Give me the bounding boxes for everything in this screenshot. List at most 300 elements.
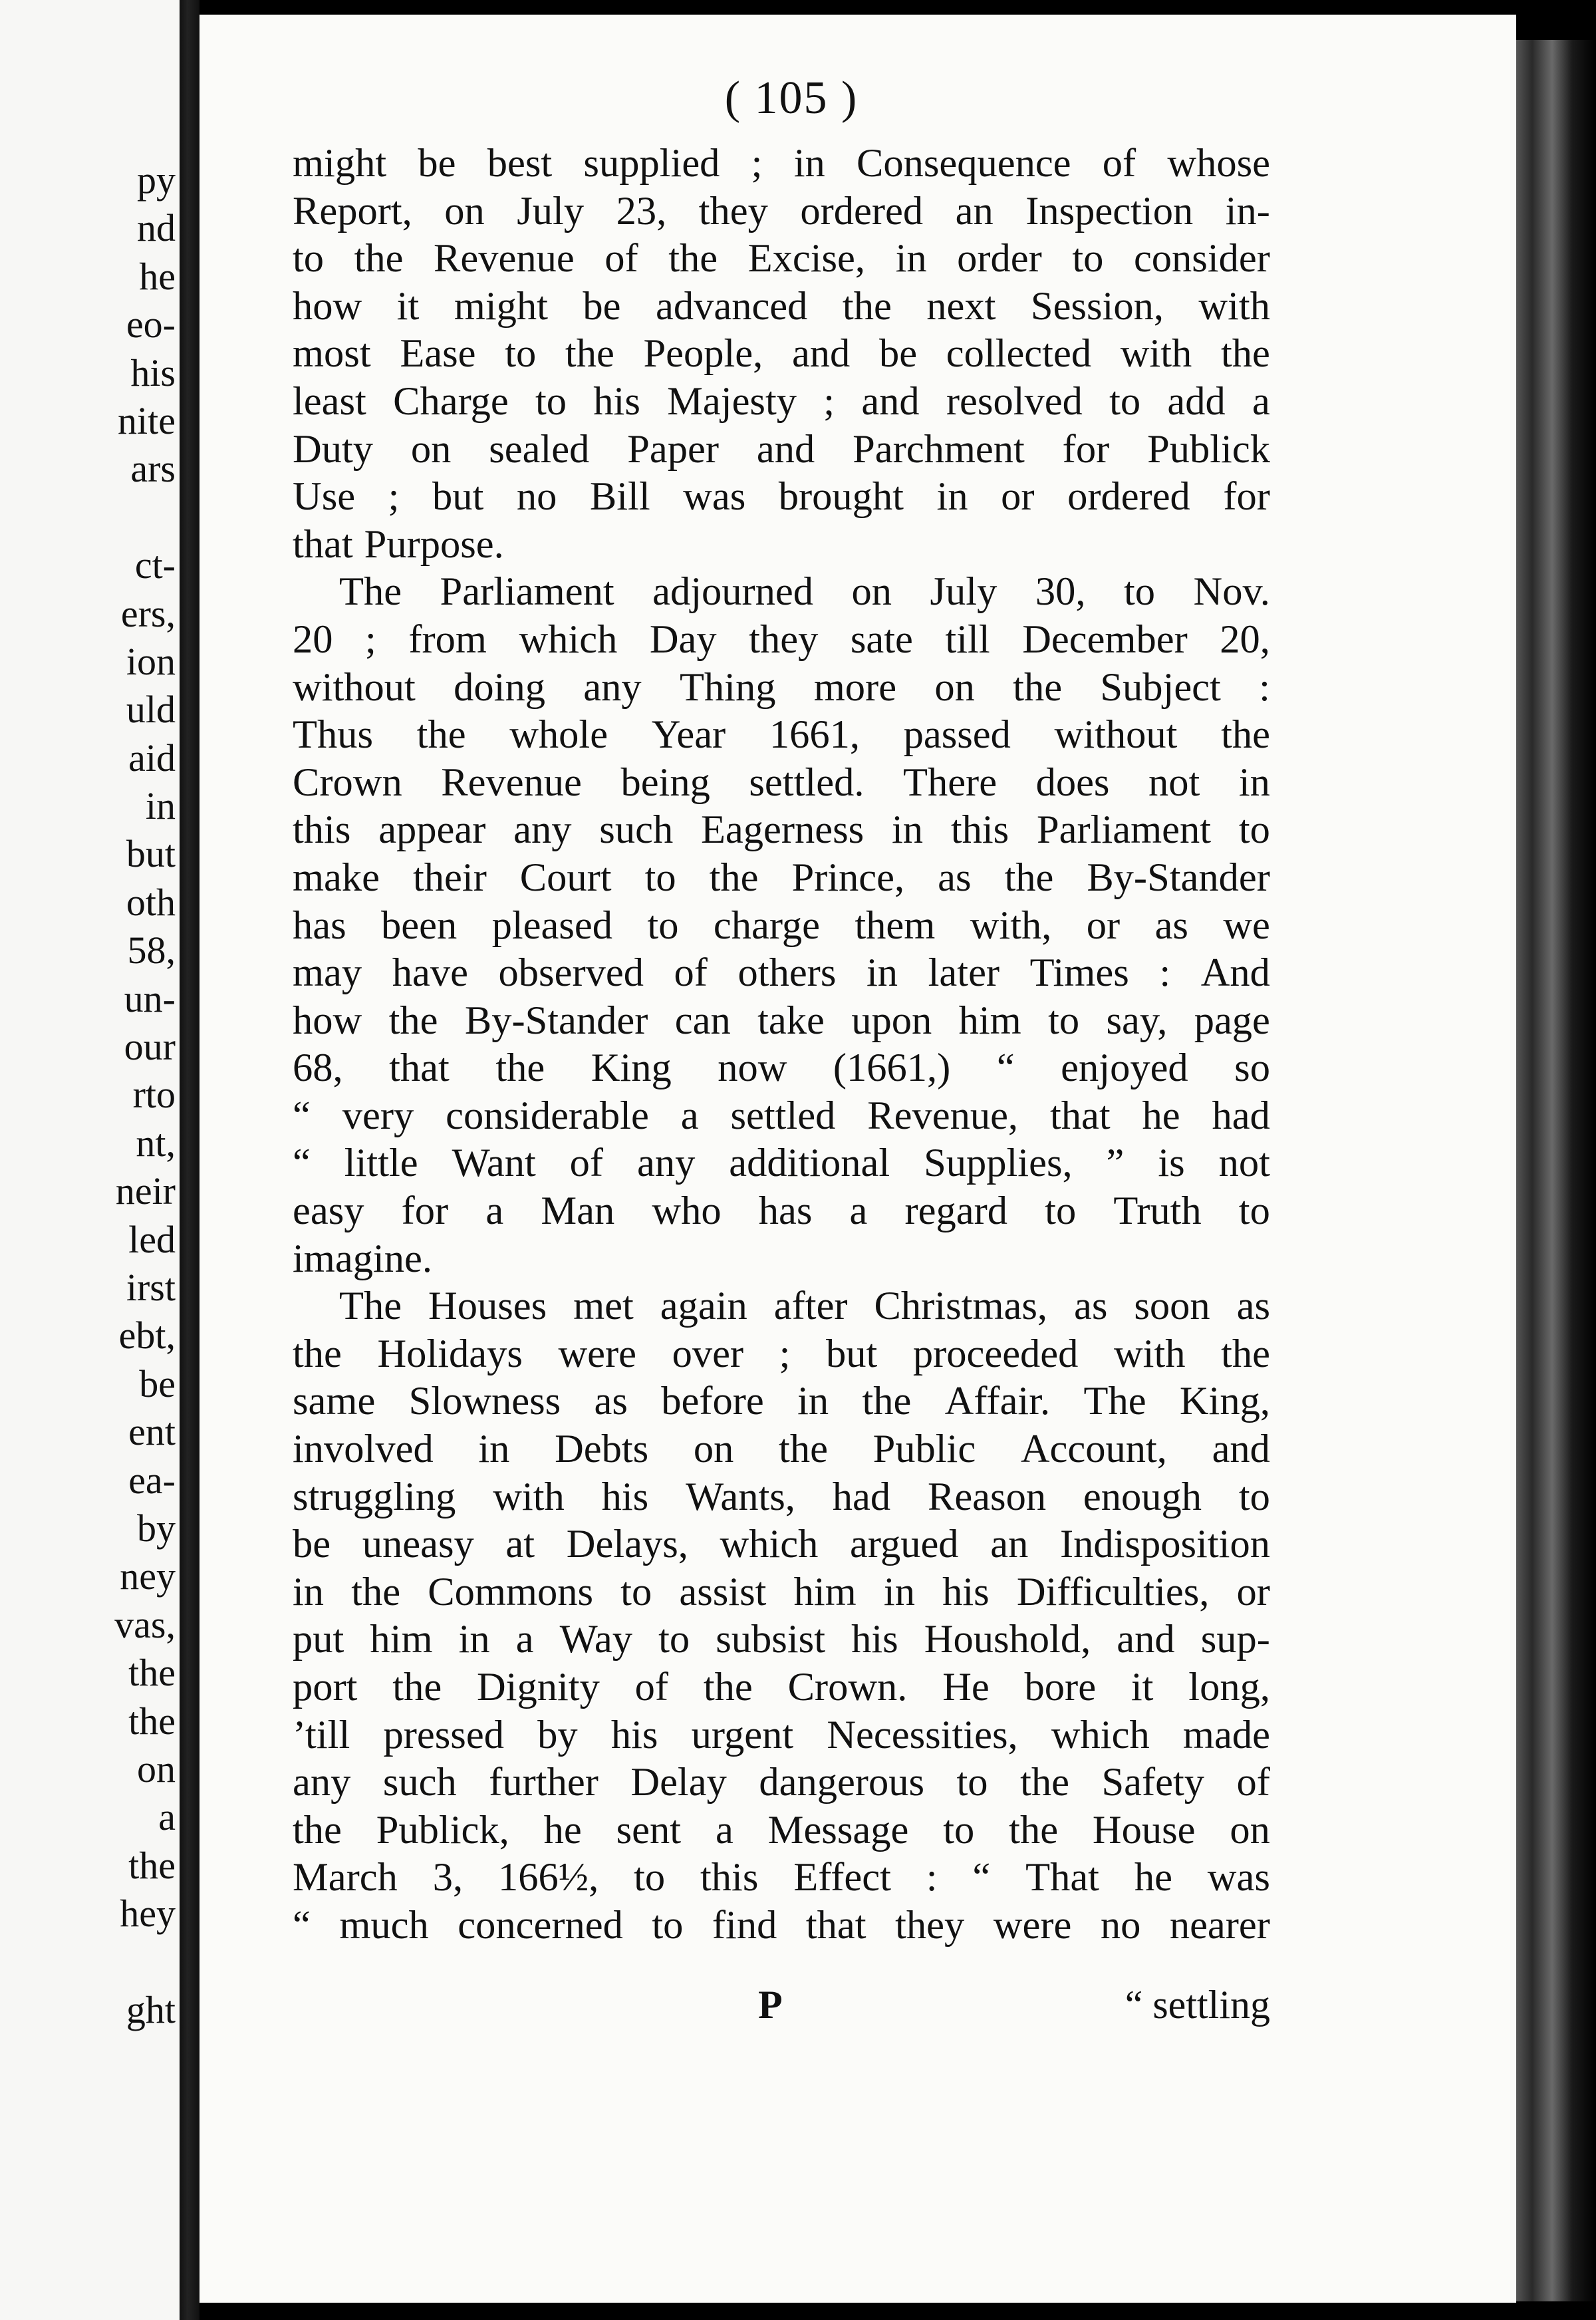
word: ” xyxy=(1106,1141,1125,1186)
word: Session, xyxy=(1030,283,1164,329)
word: 23, xyxy=(616,188,667,233)
word: Day xyxy=(649,617,717,662)
text-line xyxy=(293,1044,1270,1092)
word: this xyxy=(700,1855,759,1900)
word: they xyxy=(698,188,768,233)
word: settled xyxy=(730,1093,836,1138)
left-fragment-line: nt, xyxy=(136,1121,176,1165)
word: of xyxy=(569,1141,604,1186)
text-line-content xyxy=(293,1759,1270,1807)
word: with, xyxy=(970,903,1052,948)
word: had xyxy=(832,1474,891,1519)
word: to xyxy=(658,1617,690,1662)
word: port xyxy=(293,1665,358,1709)
word: them xyxy=(855,903,936,948)
word: supplied xyxy=(583,141,720,186)
word: him xyxy=(958,998,1021,1043)
word: enjoyed xyxy=(1061,1046,1188,1091)
word: to xyxy=(956,1760,988,1805)
word: this xyxy=(950,807,1009,853)
word: “ xyxy=(293,1141,311,1186)
word: resolved xyxy=(946,378,1083,424)
word: King, xyxy=(1179,1379,1270,1424)
word: Thing xyxy=(679,664,776,710)
text-line xyxy=(293,1711,1270,1759)
word: advanced xyxy=(656,283,808,329)
left-fragment-line: ers, xyxy=(120,591,176,635)
word: By-Stander xyxy=(1087,855,1270,900)
word: without xyxy=(293,664,416,710)
text-line-content xyxy=(293,997,1270,1045)
text-line-content xyxy=(293,188,1270,235)
word: to xyxy=(535,378,567,424)
word: involved xyxy=(293,1427,434,1472)
word: Holidays xyxy=(377,1331,523,1376)
word: enough xyxy=(1083,1474,1202,1519)
word: any xyxy=(293,1760,351,1805)
text-line xyxy=(293,854,1270,902)
word: July xyxy=(517,188,585,233)
word: Charge xyxy=(393,378,509,424)
left-fragment-line: the xyxy=(128,1699,176,1743)
word: on xyxy=(851,569,892,615)
word: House xyxy=(1092,1807,1196,1852)
text-line xyxy=(293,1616,1270,1664)
word: to xyxy=(647,903,679,948)
word: adjourned xyxy=(652,569,814,615)
word: has xyxy=(758,1189,813,1234)
word: 20 xyxy=(293,617,333,662)
word: been xyxy=(381,903,458,948)
word: the xyxy=(862,1379,912,1424)
word: in xyxy=(478,1427,510,1472)
word: to xyxy=(1123,569,1156,615)
word: on xyxy=(934,664,975,710)
text-line-content xyxy=(293,330,1270,378)
book-gutter xyxy=(180,0,200,2320)
word: The xyxy=(339,1284,402,1329)
word: a xyxy=(1252,378,1270,424)
left-fragment-line: our xyxy=(124,1025,176,1069)
word: Consequence xyxy=(856,141,1071,186)
text-line xyxy=(293,806,1270,854)
word: the xyxy=(388,998,438,1043)
word: but xyxy=(825,1331,878,1376)
word: in xyxy=(891,807,924,853)
word: order xyxy=(957,236,1042,281)
word: People, xyxy=(643,331,763,376)
word: the xyxy=(668,236,718,281)
word: that xyxy=(805,1902,866,1948)
word: 166½, xyxy=(497,1855,599,1900)
left-fragment-line: irst xyxy=(126,1265,176,1309)
text-line xyxy=(293,1378,1270,1425)
word: Paper xyxy=(627,426,719,472)
word: being xyxy=(620,760,710,805)
word: of xyxy=(674,950,708,996)
word: by xyxy=(537,1712,578,1757)
word: might xyxy=(293,141,387,186)
text-line-content xyxy=(293,1568,1270,1616)
word: the xyxy=(842,283,892,329)
catchword: “ settling xyxy=(1125,1983,1270,2027)
text-line xyxy=(293,1664,1270,1711)
word: any xyxy=(513,807,572,853)
word: to xyxy=(1238,807,1270,853)
word: regard xyxy=(904,1189,1008,1234)
text-line-content xyxy=(293,1092,1270,1140)
word: no xyxy=(1100,1902,1141,1948)
text-line xyxy=(293,521,1270,569)
word: such xyxy=(382,1760,457,1805)
word: make xyxy=(293,855,380,900)
word: Crown xyxy=(293,760,402,805)
word: was xyxy=(683,474,746,519)
word: so xyxy=(1234,1046,1270,1091)
word: who xyxy=(652,1189,722,1234)
word: him xyxy=(370,1617,433,1662)
left-fragment-line: ney xyxy=(120,1554,176,1598)
left-fragment-line: ent xyxy=(128,1410,176,1454)
word: the xyxy=(495,1046,545,1091)
word: on xyxy=(444,188,485,233)
text-line xyxy=(293,1759,1270,1807)
word: of xyxy=(604,236,638,281)
text-line-content xyxy=(293,1807,1270,1854)
word: ; xyxy=(779,1331,791,1376)
word: he xyxy=(1134,1855,1172,1900)
word: King xyxy=(591,1046,672,1091)
text-line-content xyxy=(293,378,1270,426)
left-fragment-line: hey xyxy=(120,1892,176,1936)
word: Revenue xyxy=(434,236,575,281)
word: the xyxy=(1009,1807,1059,1852)
word: say, xyxy=(1106,998,1168,1043)
word: or xyxy=(1086,903,1121,948)
left-fragment-line: vas, xyxy=(114,1602,176,1646)
text-line-content xyxy=(293,426,1270,474)
word: to xyxy=(1109,378,1141,424)
word: Parchment xyxy=(853,426,1025,472)
word: be xyxy=(418,141,456,186)
word: Effect xyxy=(793,1855,891,1900)
left-fragment-line: ght xyxy=(126,1987,176,2031)
word: in xyxy=(883,1569,915,1614)
word: add xyxy=(1167,378,1226,424)
word: Excise, xyxy=(747,236,866,281)
left-fragment-line: rto xyxy=(132,1073,176,1117)
word: Duty xyxy=(293,426,373,472)
word: as xyxy=(1073,1284,1108,1329)
word: the xyxy=(779,1427,828,1472)
word: best xyxy=(487,141,553,186)
word: Reason xyxy=(927,1474,1047,1519)
word: 68, xyxy=(293,1046,343,1091)
word: in xyxy=(1238,760,1270,805)
word: to xyxy=(1048,998,1080,1043)
word: The xyxy=(339,569,402,615)
word: imagine. xyxy=(293,1236,433,1281)
word: uneasy xyxy=(362,1522,474,1567)
word: to xyxy=(652,1902,684,1948)
left-fragment-line: led xyxy=(128,1217,176,1261)
word: in- xyxy=(1225,188,1270,233)
text-line xyxy=(293,1568,1270,1616)
word: pleased xyxy=(491,903,613,948)
word: “ xyxy=(996,1046,1015,1091)
word: a xyxy=(715,1807,733,1852)
word: Times xyxy=(1029,950,1129,996)
body-text xyxy=(293,140,1270,1950)
word: the xyxy=(392,1665,442,1709)
word: : xyxy=(926,1855,938,1900)
left-fragment-line: aid xyxy=(128,736,176,780)
word: whole xyxy=(509,712,608,758)
word: to xyxy=(1072,236,1104,281)
left-fragment-line: un- xyxy=(124,976,176,1020)
word: that xyxy=(389,1046,450,1091)
word: concerned xyxy=(458,1902,623,1948)
word: page xyxy=(1194,998,1270,1043)
text-line xyxy=(293,1187,1270,1235)
word: least xyxy=(293,378,366,424)
word: further xyxy=(489,1760,598,1805)
word: that xyxy=(1049,1093,1111,1138)
word: brought xyxy=(778,474,904,519)
word: was xyxy=(1207,1855,1270,1900)
left-fragment-line: be xyxy=(139,1362,176,1405)
word: later xyxy=(928,950,1000,996)
word: the xyxy=(703,1665,753,1709)
word: at xyxy=(505,1522,535,1567)
word: any xyxy=(583,664,642,710)
text-line-content xyxy=(293,1616,1270,1664)
word: sate xyxy=(850,617,913,662)
word: ; xyxy=(823,378,835,424)
word: the xyxy=(354,236,404,281)
word: Account, xyxy=(1020,1427,1167,1472)
word: with xyxy=(1198,283,1270,329)
word: or xyxy=(1001,474,1035,519)
word: Houses xyxy=(428,1284,547,1329)
word: the xyxy=(1221,1331,1270,1376)
word: a xyxy=(849,1189,868,1234)
text-line xyxy=(293,949,1270,997)
word: in xyxy=(797,1379,829,1424)
word: Nov. xyxy=(1193,569,1270,615)
word: Court xyxy=(519,855,612,900)
word: Report, xyxy=(293,188,412,233)
text-line xyxy=(293,1521,1270,1568)
word: a xyxy=(680,1093,699,1138)
word: Public xyxy=(872,1427,976,1472)
word: he xyxy=(1142,1093,1180,1138)
word: ’till xyxy=(293,1712,350,1757)
word: long, xyxy=(1188,1665,1270,1709)
text-line xyxy=(293,378,1270,426)
word: : xyxy=(1159,950,1171,996)
left-fragment-line: oth xyxy=(126,880,176,924)
word: till xyxy=(945,617,990,662)
word: Supplies, xyxy=(924,1141,1073,1186)
text-line-content xyxy=(293,1378,1270,1425)
text-line-content xyxy=(293,949,1270,997)
word: subsist xyxy=(716,1617,826,1662)
word: is xyxy=(1158,1141,1185,1186)
word: from xyxy=(408,617,487,662)
text-line xyxy=(293,1807,1270,1854)
left-page-text-fragments xyxy=(0,156,180,2034)
word: Commons xyxy=(428,1569,594,1614)
text-line xyxy=(293,997,1270,1045)
word: Want xyxy=(452,1141,536,1186)
word: more xyxy=(813,664,897,710)
word: an xyxy=(955,188,994,233)
word: Delays, xyxy=(566,1522,688,1567)
word: can xyxy=(674,998,731,1043)
text-line-content xyxy=(293,1854,1270,1902)
left-fragment-line xyxy=(0,1938,176,1985)
word: the xyxy=(416,712,466,758)
text-line-content xyxy=(293,1425,1270,1473)
word: the xyxy=(351,1569,401,1614)
text-line-content xyxy=(293,235,1270,283)
word: the xyxy=(1004,855,1054,900)
word: The xyxy=(1083,1379,1146,1424)
word: for xyxy=(401,1189,449,1234)
text-line xyxy=(293,1854,1270,1902)
text-line xyxy=(293,1330,1270,1378)
word: Parliament xyxy=(440,569,614,615)
text-line-content xyxy=(293,1235,1270,1283)
word: any xyxy=(636,1141,696,1186)
word: on xyxy=(693,1427,734,1472)
word: to xyxy=(644,855,676,900)
word: to xyxy=(1238,1474,1270,1519)
word: in xyxy=(936,474,968,519)
left-fragment-line xyxy=(0,494,176,541)
word: observed xyxy=(498,950,644,996)
word: little xyxy=(344,1141,418,1186)
word: be xyxy=(583,283,621,329)
word: 20, xyxy=(1220,617,1270,662)
text-line-content xyxy=(293,283,1270,331)
word: to xyxy=(293,236,325,281)
word: Crown. xyxy=(787,1665,908,1709)
word: ordered xyxy=(800,188,924,233)
text-line-content xyxy=(293,806,1270,854)
word: 1661, xyxy=(769,712,860,758)
text-line xyxy=(293,711,1270,759)
left-fragment-line: the xyxy=(128,1843,176,1887)
word: their xyxy=(412,855,487,900)
text-line-content xyxy=(293,1711,1270,1759)
word: the xyxy=(293,1331,342,1376)
word: for xyxy=(1223,474,1270,519)
word: met xyxy=(573,1284,634,1329)
word: made xyxy=(1182,1712,1270,1757)
text-line-content xyxy=(293,1330,1270,1378)
word: sent xyxy=(616,1807,682,1852)
left-fragment-line: on xyxy=(137,1747,176,1791)
word: in xyxy=(866,950,898,996)
word: Man xyxy=(541,1189,615,1234)
word: the xyxy=(1221,712,1270,758)
word: very xyxy=(342,1093,414,1138)
text-line xyxy=(293,330,1270,378)
word: no xyxy=(516,474,557,519)
word: with xyxy=(493,1474,565,1519)
word: be xyxy=(293,1522,331,1567)
word: and xyxy=(861,378,920,424)
word: it xyxy=(396,283,420,329)
word: again xyxy=(660,1284,747,1329)
word: such xyxy=(599,807,674,853)
word: sealed xyxy=(489,426,590,472)
word: He xyxy=(942,1665,990,1709)
word: be xyxy=(878,331,918,376)
word: Publick, xyxy=(376,1807,509,1852)
text-line xyxy=(293,664,1270,712)
text-line-content xyxy=(293,854,1270,902)
word: Prince, xyxy=(791,855,905,900)
word: Inspection xyxy=(1025,188,1194,233)
word: “ xyxy=(972,1855,991,1900)
left-fragment-line: ea- xyxy=(128,1458,176,1502)
word: to xyxy=(620,1569,652,1614)
word: Wants, xyxy=(686,1474,795,1519)
text-line xyxy=(293,473,1270,521)
word: Affair. xyxy=(944,1379,1051,1424)
text-line-content xyxy=(293,664,1270,712)
text-line xyxy=(293,1282,1270,1330)
word: Parliament xyxy=(1037,807,1212,853)
text-line xyxy=(293,426,1270,474)
word: easy xyxy=(293,1189,364,1234)
word: That xyxy=(1025,1855,1099,1900)
word: find xyxy=(712,1902,777,1948)
word: his xyxy=(593,378,640,424)
word: that xyxy=(293,521,353,567)
word: his xyxy=(601,1474,649,1519)
page-footer xyxy=(293,1982,1270,2035)
word: as xyxy=(594,1379,628,1424)
word: he xyxy=(543,1807,582,1852)
word: Delay xyxy=(630,1760,727,1805)
word: bore xyxy=(1024,1665,1097,1709)
word: next xyxy=(926,283,996,329)
text-line-content xyxy=(339,1282,1270,1330)
word: additional xyxy=(729,1141,890,1186)
left-fragment-line: neir xyxy=(115,1169,176,1213)
word: soon xyxy=(1134,1284,1210,1329)
word: 3, xyxy=(432,1855,464,1900)
word: charge xyxy=(713,903,820,948)
left-fragment-line: ars xyxy=(130,447,176,491)
text-line-content xyxy=(293,711,1270,759)
word: this xyxy=(293,807,351,853)
left-fragment-line: ebt, xyxy=(118,1314,176,1358)
word: the xyxy=(709,855,759,900)
word: on xyxy=(410,426,452,472)
text-line-content xyxy=(293,140,1270,188)
word: does xyxy=(1035,760,1110,805)
text-line-content xyxy=(293,759,1270,807)
text-line-content xyxy=(293,1473,1270,1521)
word: after xyxy=(773,1284,848,1329)
word: Christmas, xyxy=(874,1284,1048,1329)
word: Safety xyxy=(1101,1760,1205,1805)
